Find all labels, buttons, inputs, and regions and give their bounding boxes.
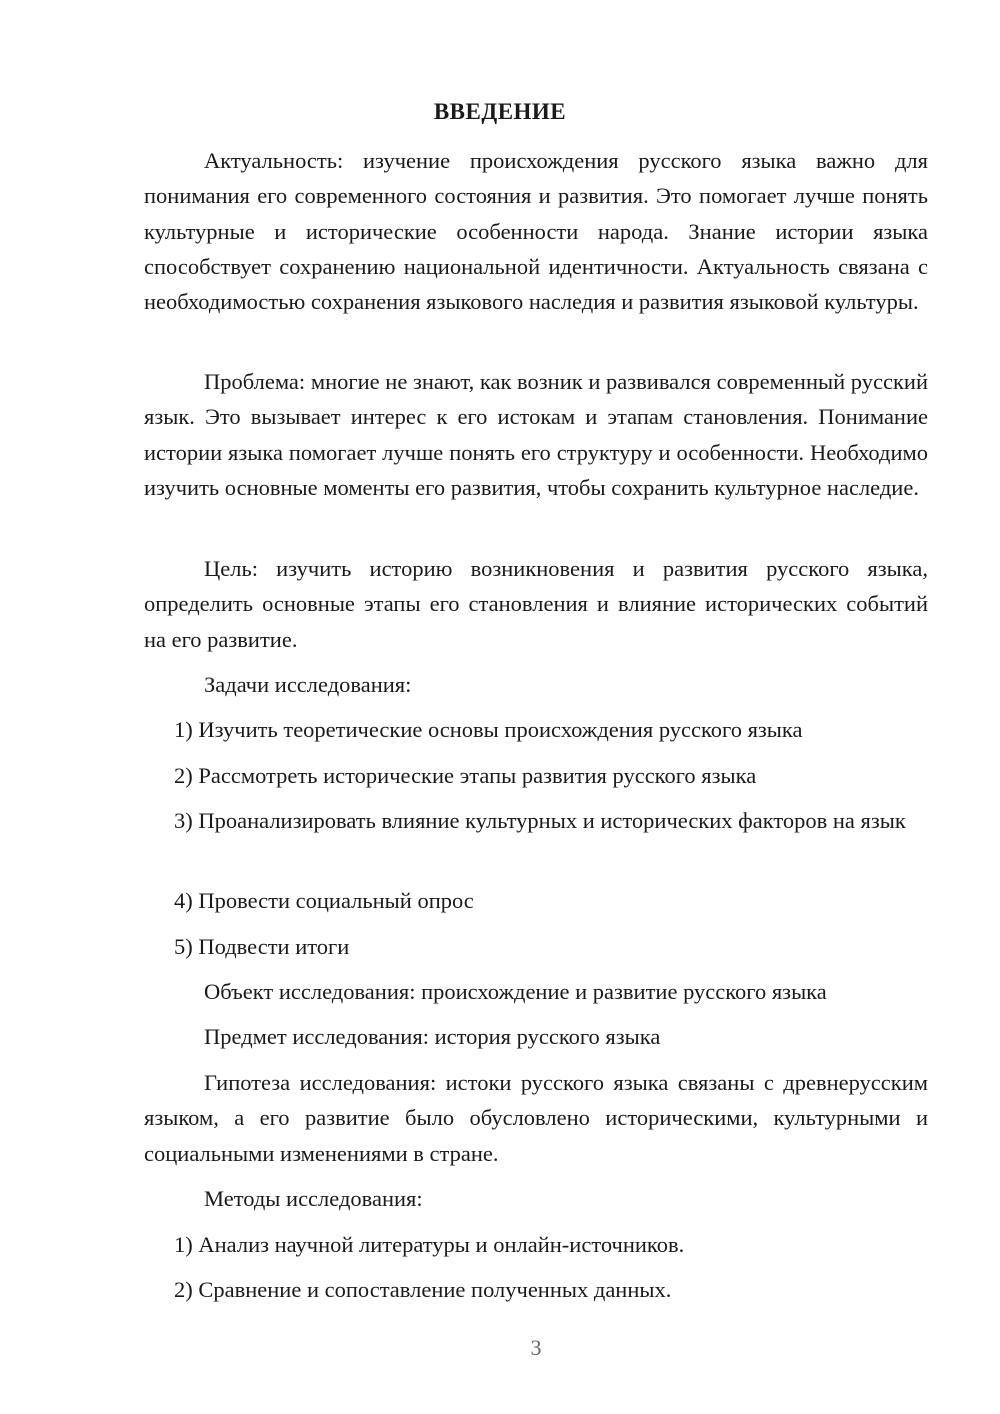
methods-heading: Методы исследования: bbox=[204, 1186, 423, 1211]
task-item-2: 2) Рассмотреть исторические этапы развития русского языка bbox=[174, 763, 757, 788]
problem-paragraph: Проблема: многие не знают, как возник и развивался современный русский язык. Это вызывает интерес к его истокам и этапам становления. Понимание истории языка помогает лучше понять его структуру и особенности. Необходимо изучить основные моменты его развития, чтобы сохранить культурное наследие. bbox=[144, 369, 928, 500]
goal-paragraph: Цель: изучить историю возникновения и развития русского языка, определить основные этапы его становления и влияние исторических событий на его развитие. bbox=[144, 556, 928, 652]
tasks-heading: Задачи исследования: bbox=[204, 672, 412, 697]
page-number: 3 bbox=[530, 1335, 542, 1360]
page-title: ВВЕДЕНИЕ bbox=[433, 99, 567, 124]
task-item-3: 3) Проанализировать влияние культурных и исторических факторов на язык bbox=[174, 808, 906, 833]
task-item-1: 1) Изучить теоретические основы происхождения русского языка bbox=[174, 717, 803, 742]
relevance-paragraph: Актуальность: изучение происхождения русского языка важно для понимания его современного состояния и развития. Это помогает лучше понять культурные и исторические особенности народа. Знание истории языка способствует сохранению национальной идентичности. Актуальность связана с необходимостью сохранения языкового наследия и развития языковой культуры. bbox=[144, 148, 928, 315]
hypothesis-paragraph: Гипотеза исследования: истоки русского языка связаны с древнерусским языком, а его развитие было обусловлено историческими, культурными и социальными изменениями в стране. bbox=[144, 1070, 928, 1166]
subject-paragraph: Предмет исследования: история русского языка bbox=[204, 1024, 661, 1049]
task-item-4: 4) Провести социальный опрос bbox=[174, 888, 474, 913]
method-item-2: 2) Сравнение и сопоставление полученных данных. bbox=[174, 1277, 672, 1302]
object-paragraph: Объект исследования: происхождение и развитие русского языка bbox=[204, 979, 827, 1004]
method-item-1: 1) Анализ научной литературы и онлайн-источников. bbox=[174, 1232, 685, 1257]
task-item-5: 5) Подвести итоги bbox=[174, 934, 350, 959]
